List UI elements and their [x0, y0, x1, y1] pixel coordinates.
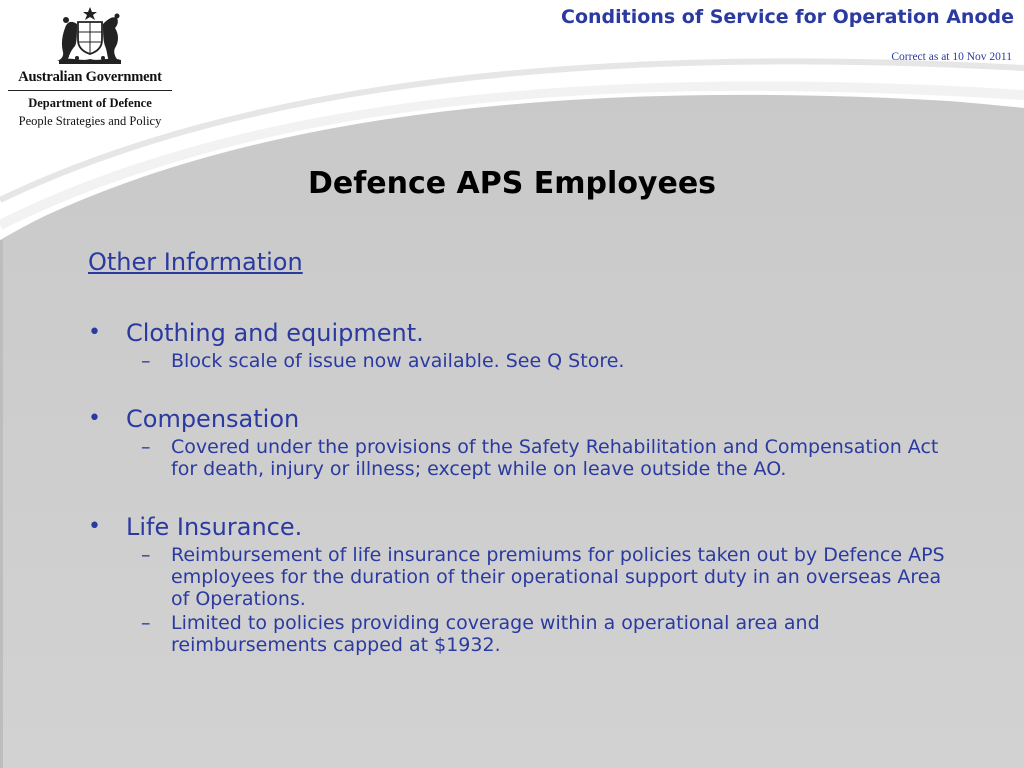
- logo-divider: [8, 90, 172, 91]
- sub-item: [126, 436, 948, 480]
- header-date: Correct as at 10 Nov 2011: [891, 51, 1012, 63]
- coat-of-arms-icon: [47, 6, 133, 66]
- bullet-dot-icon: •: [88, 320, 101, 345]
- dash-icon: –: [141, 436, 151, 458]
- dash-icon: –: [141, 612, 151, 634]
- dash-icon: –: [141, 544, 151, 566]
- dash-icon: –: [141, 350, 151, 372]
- sub-item: [126, 544, 948, 610]
- slide-title: Defence APS Employees: [307, 166, 717, 201]
- sub-item-text: Limited to policies providing coverage within a operational area and reimbursements capped at $1932.: [171, 612, 820, 656]
- bullet-item: [88, 404, 948, 480]
- header-title: Conditions of Service for Operation Anode: [561, 6, 1014, 28]
- bullet-dot-icon: •: [88, 406, 101, 431]
- government-name: Australian Government: [18, 69, 162, 85]
- section-heading: Other Information: [88, 248, 303, 276]
- sub-item-text: Reimbursement of life insurance premiums for policies taken out by Defence APS employees for the duration of their operational support duty in an overseas Area of Operations.: [171, 544, 945, 610]
- bullet-item: [88, 512, 948, 656]
- sub-item-text: Block scale of issue now available. See Q Store.: [171, 350, 625, 372]
- bullet-item: [88, 318, 948, 372]
- bullet-text: Clothing and equipment.: [126, 319, 424, 347]
- division-name: People Strategies and Policy: [18, 114, 162, 128]
- sub-item: [126, 612, 948, 656]
- slide-content: [88, 248, 948, 688]
- bullet-dot-icon: •: [88, 514, 101, 539]
- sub-item: [126, 350, 948, 372]
- government-logo: [4, 6, 176, 129]
- bullet-text: Compensation: [126, 405, 300, 433]
- bullet-text: Life Insurance.: [126, 513, 303, 541]
- department-name: Department of Defence: [28, 96, 152, 110]
- sub-item-text: Covered under the provisions of the Safety Rehabilitation and Compensation Act for death, injury or illness; except while on leave outside the AO.: [171, 436, 939, 480]
